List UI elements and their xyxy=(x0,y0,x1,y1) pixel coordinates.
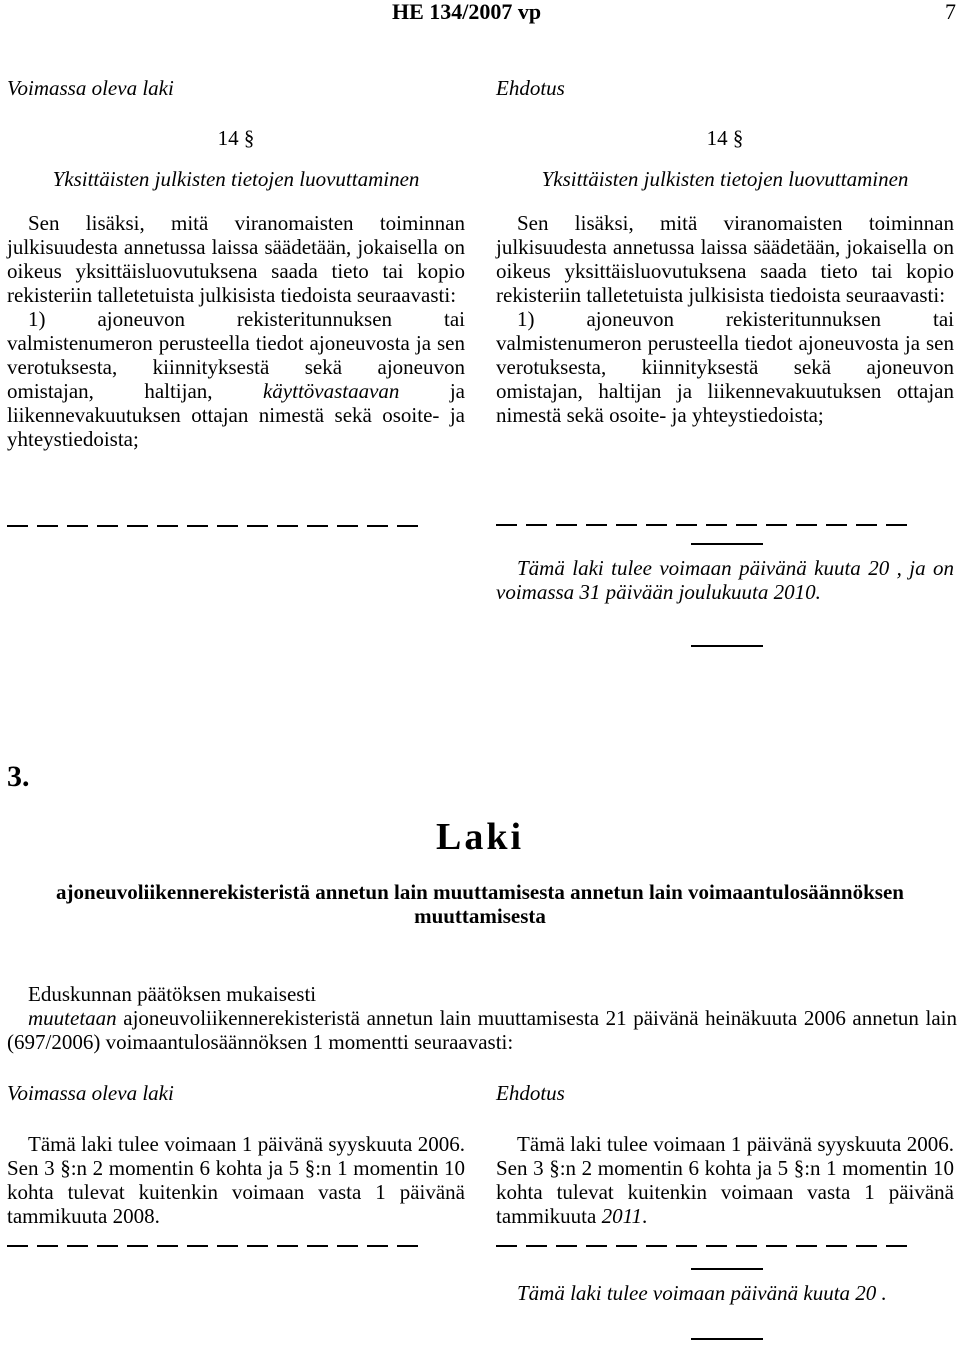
proposal-text xyxy=(496,1132,954,1228)
current-law-text: Tämä laki tulee voimaan 1 päivänä syyskuuta 2006. Sen 3 §:n 2 momentin 6 kohta ja 5 §:n 1 momentin 10 kohta tulevat kuitenkin voimaan vasta 1 päivänä tammikuuta 2008. xyxy=(7,1132,465,1228)
paragraph-item-1 xyxy=(7,307,465,451)
item-text-italic: käyttövastaavan xyxy=(262,379,400,403)
separator-rule xyxy=(691,1338,763,1340)
item-text-end: ja liikennevakuutuksen ottajan nimestä sekä osoite- ja yhteystiedoista; xyxy=(7,379,466,451)
column-heading-proposal: Ehdotus xyxy=(496,76,565,100)
law-title: Laki xyxy=(435,816,525,858)
entry-into-force: Tämä laki tulee voimaan päivänä kuuta 20 . xyxy=(517,1281,887,1305)
law-number: 3. xyxy=(7,760,30,793)
omission-dashes xyxy=(7,525,418,527)
section-number: 14 § xyxy=(706,126,744,150)
item-text: 1) ajoneuvon rekisteritunnuksen tai valmistenumeron perusteella tiedot ajoneuvosta ja sen verotuksesta, kiinnityksestä sekä ajoneuvon omistajan, haltijan, xyxy=(7,307,465,403)
proposal-text-end: . xyxy=(642,1204,648,1228)
column-heading-current-law: Voimassa oleva laki xyxy=(7,76,174,100)
document-id: HE 134/2007 vp xyxy=(392,0,542,24)
separator-rule xyxy=(691,645,763,647)
enactment-text: ajoneuvoliikennerekisteristä annetun lain muuttamisesta 21 päivänä heinäkuuta 2006 annetun lain (697/2006) voimaantulosäännöksen 1 momentti seuraavasti: xyxy=(7,1006,957,1054)
paragraph-intro: Sen lisäksi, mitä viranomaisten toiminnan julkisuudesta annetussa laissa säädetään, jokaisella on oikeus yksittäisluovutuksena saada tieto tai kopio rekisteriin talletetuista julkisista tiedoista seuraavasti: xyxy=(496,211,954,307)
entry-into-force: Tämä laki tulee voimaan päivänä kuuta 20 , ja on voimassa 31 päivään joulukuuta 2010. xyxy=(496,556,954,604)
section1-right-column xyxy=(496,76,954,427)
paragraph-intro: Sen lisäksi, mitä viranomaisten toiminnan julkisuudesta annetussa laissa säädetään, jokaisella on oikeus yksittäisluovutuksena saada tieto tai kopio rekisteriin talletetuista julkisista tiedoista seuraavasti: xyxy=(7,211,465,307)
column-heading-proposal: Ehdotus xyxy=(496,1081,565,1105)
proposal-text-main: Tämä laki tulee voimaan 1 päivänä syyskuuta 2006. Sen 3 §:n 2 momentin 6 kohta ja 5 §:n 1 momentin 10 kohta tulevat kuitenkin voimaan vasta 1 päivänä tammikuuta xyxy=(496,1132,954,1228)
separator-rule xyxy=(691,543,763,545)
page-header xyxy=(0,0,960,30)
section-title: Yksittäisten julkisten tietojen luovuttaminen xyxy=(52,167,420,191)
omission-dashes xyxy=(496,524,907,526)
section-title: Yksittäisten julkisten tietojen luovuttaminen xyxy=(541,167,909,191)
section-number: 14 § xyxy=(217,126,255,150)
omission-dashes xyxy=(496,1245,907,1247)
section1-left-column xyxy=(7,76,465,451)
separator-rule xyxy=(691,1268,763,1270)
enactment-clause xyxy=(7,982,957,1054)
enactment-body xyxy=(7,1006,957,1054)
enactment-intro: Eduskunnan päätöksen mukaisesti xyxy=(28,982,317,1006)
paragraph-item-1: 1) ajoneuvon rekisteritunnuksen tai valmistenumeron perusteella tiedot ajoneuvosta ja sen verotuksesta, kiinnityksestä sekä ajoneuvon omistajan, haltijan ja liikennevakuutuksen ottajan nimestä sekä osoite- ja yhteystiedoista; xyxy=(496,307,954,427)
proposal-year: 2011 xyxy=(601,1204,643,1228)
page-number: 7 xyxy=(945,0,956,24)
omission-dashes xyxy=(7,1245,418,1247)
column-heading-current-law: Voimassa oleva laki xyxy=(7,1081,174,1105)
law-subtitle: ajoneuvoliikennerekisteristä annetun lain muuttamisesta annetun lain voimaantulosäännöksen muuttamisesta xyxy=(56,880,904,928)
enactment-verb: muutetaan xyxy=(28,1006,117,1030)
